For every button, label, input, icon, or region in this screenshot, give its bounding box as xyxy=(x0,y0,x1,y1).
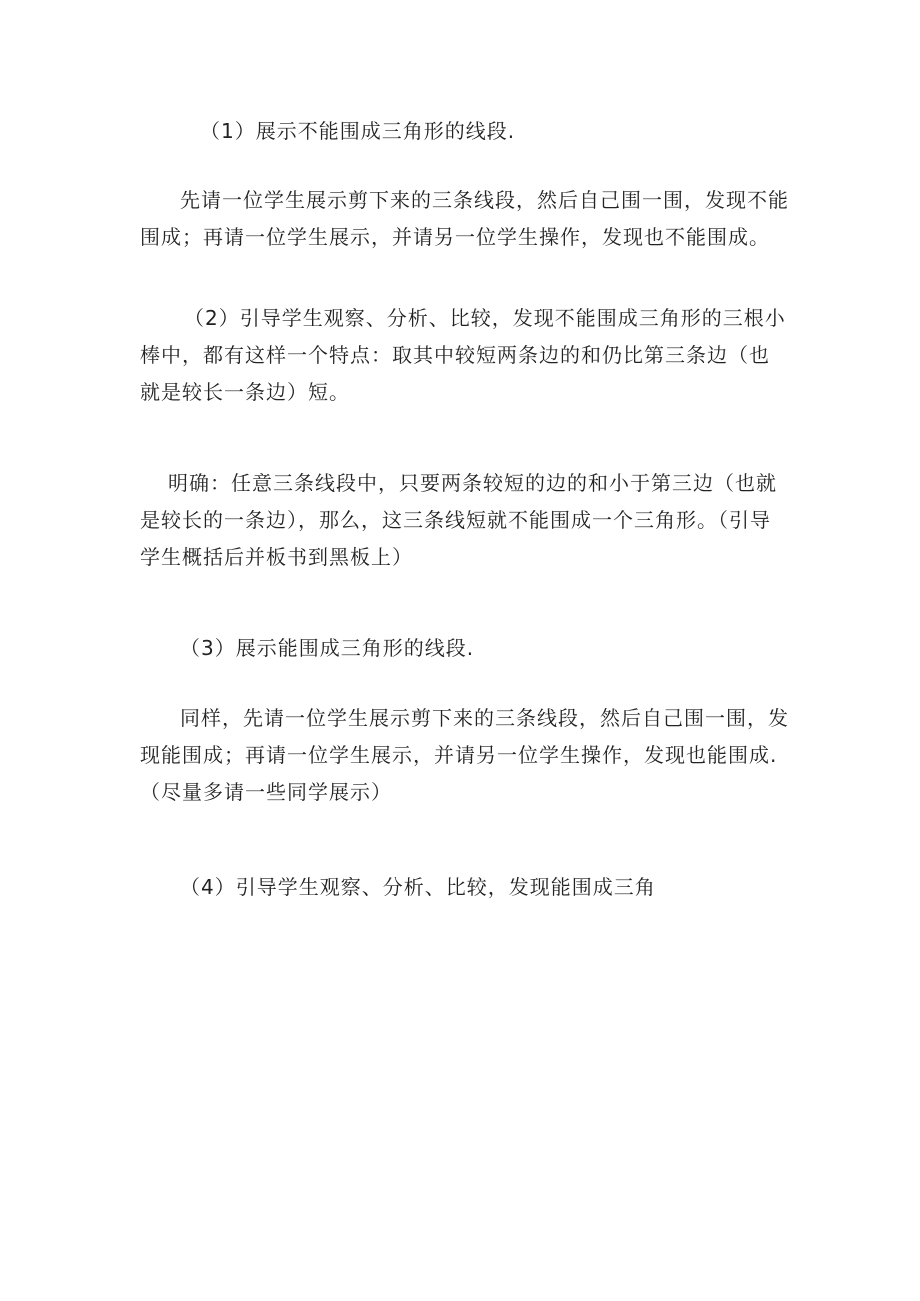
paragraph-conclusion: 明确：任意三条线段中，只要两条较短的边的和小于第三边（也就是较长的一条边），那么，这三条线短就不能围成一个三角形。（引导学生概括后并板书到黑板上） xyxy=(140,471,777,569)
paragraph-step-2: （2）引导学生观察、分析、比较，发现不能围成三角形的三根小棒中，都有这样一个特点：取其中较短两条边的和仍比第三条边（也就是较长一条边）短。 xyxy=(140,306,786,404)
paragraph-step-4: （4）引导学生观察、分析、比较，发现能围成三角 xyxy=(180,875,656,899)
paragraph-step-3-heading: （3）展示能围成三角形的线段. xyxy=(180,636,475,660)
paragraph-step-3-body: 同样，先请一位学生展示剪下来的三条线段，然后自己围一围，发现能围成；再请一位学生展示，并请另一位学生操作，发现也能围成.（尽量多请一些同学展示） xyxy=(140,706,789,804)
paragraph-step-1-heading: （1）展示不能围成三角形的线段. xyxy=(200,119,516,143)
paragraph-step-1-body: 先请一位学生展示剪下来的三条线段，然后自己围一围，发现不能围成；再请一位学生展示，并请另一位学生操作，发现也不能围成。 xyxy=(140,188,789,249)
